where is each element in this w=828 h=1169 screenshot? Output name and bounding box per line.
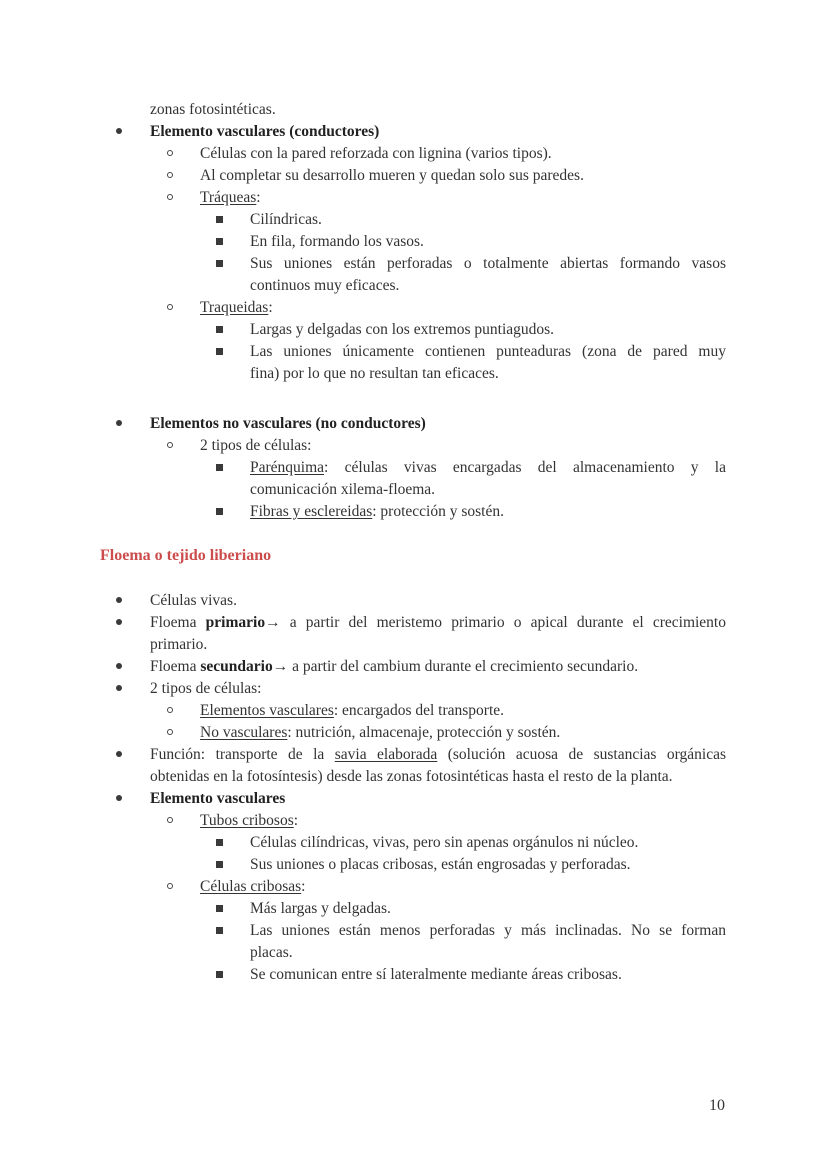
bullet-circle-icon bbox=[167, 304, 173, 310]
underlined-term: Traqueidas bbox=[200, 299, 269, 316]
bullet-square-icon bbox=[216, 971, 223, 978]
text-line: placas. bbox=[250, 944, 293, 961]
bullet-circle-icon bbox=[167, 817, 173, 823]
text-span: → a partir del meristemo primario o apical durante el crecimiento bbox=[265, 614, 726, 631]
text-span: → a partir del cambium durante el crecimiento secundario. bbox=[272, 658, 639, 675]
text-line: fina) por lo que no resultan tan eficaces. bbox=[250, 365, 499, 382]
bullet-disc-icon bbox=[116, 420, 122, 426]
underlined-term: Fibras y esclereidas bbox=[250, 503, 373, 520]
bullet-heading: Elemento vasculares (conductores) bbox=[150, 123, 380, 140]
bullet-square-icon bbox=[216, 260, 223, 267]
text-line: zonas fotosintéticas. bbox=[150, 101, 276, 118]
list-item: Se comunican entre sí lateralmente mediante áreas cribosas. bbox=[250, 966, 622, 983]
list-item: 2 tipos de células: bbox=[150, 680, 262, 697]
colon: : bbox=[301, 878, 306, 895]
bullet-square-icon bbox=[216, 464, 223, 471]
list-item: Al completar su desarrollo mueren y quedan solo sus paredes. bbox=[200, 167, 584, 184]
bullet-disc-icon bbox=[116, 663, 122, 669]
bullet-square-icon bbox=[216, 839, 223, 846]
list-item: Largas y delgadas con los extremos puntiagudos. bbox=[250, 321, 555, 338]
bullet-circle-icon bbox=[167, 729, 173, 735]
bullet-circle-icon bbox=[167, 172, 173, 178]
list-item: Sus uniones o placas cribosas, están engrosadas y perforadas. bbox=[250, 856, 631, 873]
bullet-square-icon bbox=[216, 326, 223, 333]
list-item bbox=[150, 613, 726, 633]
list-item: Más largas y delgadas. bbox=[250, 900, 391, 917]
list-item bbox=[250, 502, 504, 522]
definition-text: : protección y sostén. bbox=[372, 503, 504, 520]
list-item: Cilíndricas. bbox=[250, 211, 322, 228]
list-item bbox=[200, 723, 560, 743]
text-span: Floema bbox=[150, 614, 206, 631]
bullet-circle-icon bbox=[167, 442, 173, 448]
list-item: Células cilíndricas, vivas, pero sin apenas orgánulos ni núcleo. bbox=[250, 834, 639, 851]
text-line: primario. bbox=[150, 636, 208, 653]
text-span: (solución acuosa de sustancias orgánicas bbox=[437, 746, 726, 763]
list-item bbox=[200, 188, 261, 208]
text-line: continuos muy eficaces. bbox=[250, 277, 400, 294]
list-item bbox=[250, 458, 726, 478]
bullet-circle-icon bbox=[167, 883, 173, 889]
bullet-circle-icon bbox=[167, 707, 173, 713]
underlined-term: No vasculares bbox=[200, 724, 288, 741]
list-item: Las uniones están menos perforadas y más inclinadas. No se forman bbox=[250, 922, 726, 939]
list-item bbox=[150, 745, 726, 765]
bullet-square-icon bbox=[216, 216, 223, 223]
underlined-term: Células cribosas bbox=[200, 878, 302, 895]
bullet-disc-icon bbox=[116, 751, 122, 757]
bold-term: secundario bbox=[200, 658, 273, 675]
section-heading: Floema o tejido liberiano bbox=[100, 547, 272, 564]
list-item: Células con la pared reforzada con lignina (varios tipos). bbox=[200, 145, 552, 162]
text-line: comunicación xilema-floema. bbox=[250, 481, 436, 498]
bullet-square-icon bbox=[216, 238, 223, 245]
list-item: Células vivas. bbox=[150, 592, 237, 609]
colon: : bbox=[256, 189, 261, 206]
bullet-heading: Elementos no vasculares (no conductores) bbox=[150, 415, 426, 432]
bold-term: primario bbox=[205, 614, 266, 631]
list-item bbox=[200, 877, 305, 897]
definition-text: : encargados del transporte. bbox=[333, 702, 505, 719]
list-item bbox=[200, 811, 298, 831]
list-item: Sus uniones están perforadas o totalmente abiertas formando vasos bbox=[250, 255, 726, 272]
bullet-heading: Elemento vasculares bbox=[150, 790, 286, 807]
bullet-square-icon bbox=[216, 348, 223, 355]
definition-text: : células vivas encargadas del almacenamiento y la bbox=[324, 459, 726, 476]
bullet-square-icon bbox=[216, 927, 223, 934]
underlined-term: Parénquima bbox=[250, 459, 325, 476]
bullet-disc-icon bbox=[116, 619, 122, 625]
page-number: 10 bbox=[709, 1097, 725, 1114]
colon: : bbox=[293, 812, 299, 829]
underlined-term: savia elaborada bbox=[334, 746, 438, 763]
underlined-term: Tubos cribosos bbox=[200, 812, 294, 829]
list-item: En fila, formando los vasos. bbox=[250, 233, 424, 250]
bullet-circle-icon bbox=[167, 194, 173, 200]
underlined-term: Elementos vasculares bbox=[200, 702, 334, 719]
list-item bbox=[200, 298, 273, 318]
bullet-circle-icon bbox=[167, 150, 173, 156]
list-item bbox=[200, 701, 504, 721]
bullet-square-icon bbox=[216, 905, 223, 912]
bullet-disc-icon bbox=[116, 128, 122, 134]
underlined-term: Tráqueas bbox=[200, 189, 257, 206]
list-item bbox=[150, 657, 638, 677]
bullet-disc-icon bbox=[116, 685, 122, 691]
list-item: Las uniones únicamente contienen punteaduras (zona de pared muy bbox=[250, 343, 726, 360]
text-span: Función: transporte de la bbox=[150, 746, 335, 763]
text-line: obtenidas en la fotosíntesis) desde las zonas fotosintéticas hasta el resto de la planta. bbox=[150, 768, 673, 785]
definition-text: : nutrición, almacenaje, protección y sostén. bbox=[287, 724, 561, 741]
bullet-square-icon bbox=[216, 861, 223, 868]
bullet-square-icon bbox=[216, 508, 223, 515]
colon: : bbox=[268, 299, 273, 316]
bullet-disc-icon bbox=[116, 597, 122, 603]
list-item: 2 tipos de células: bbox=[200, 437, 312, 454]
bullet-disc-icon bbox=[116, 795, 122, 801]
text-span: Floema bbox=[150, 658, 201, 675]
